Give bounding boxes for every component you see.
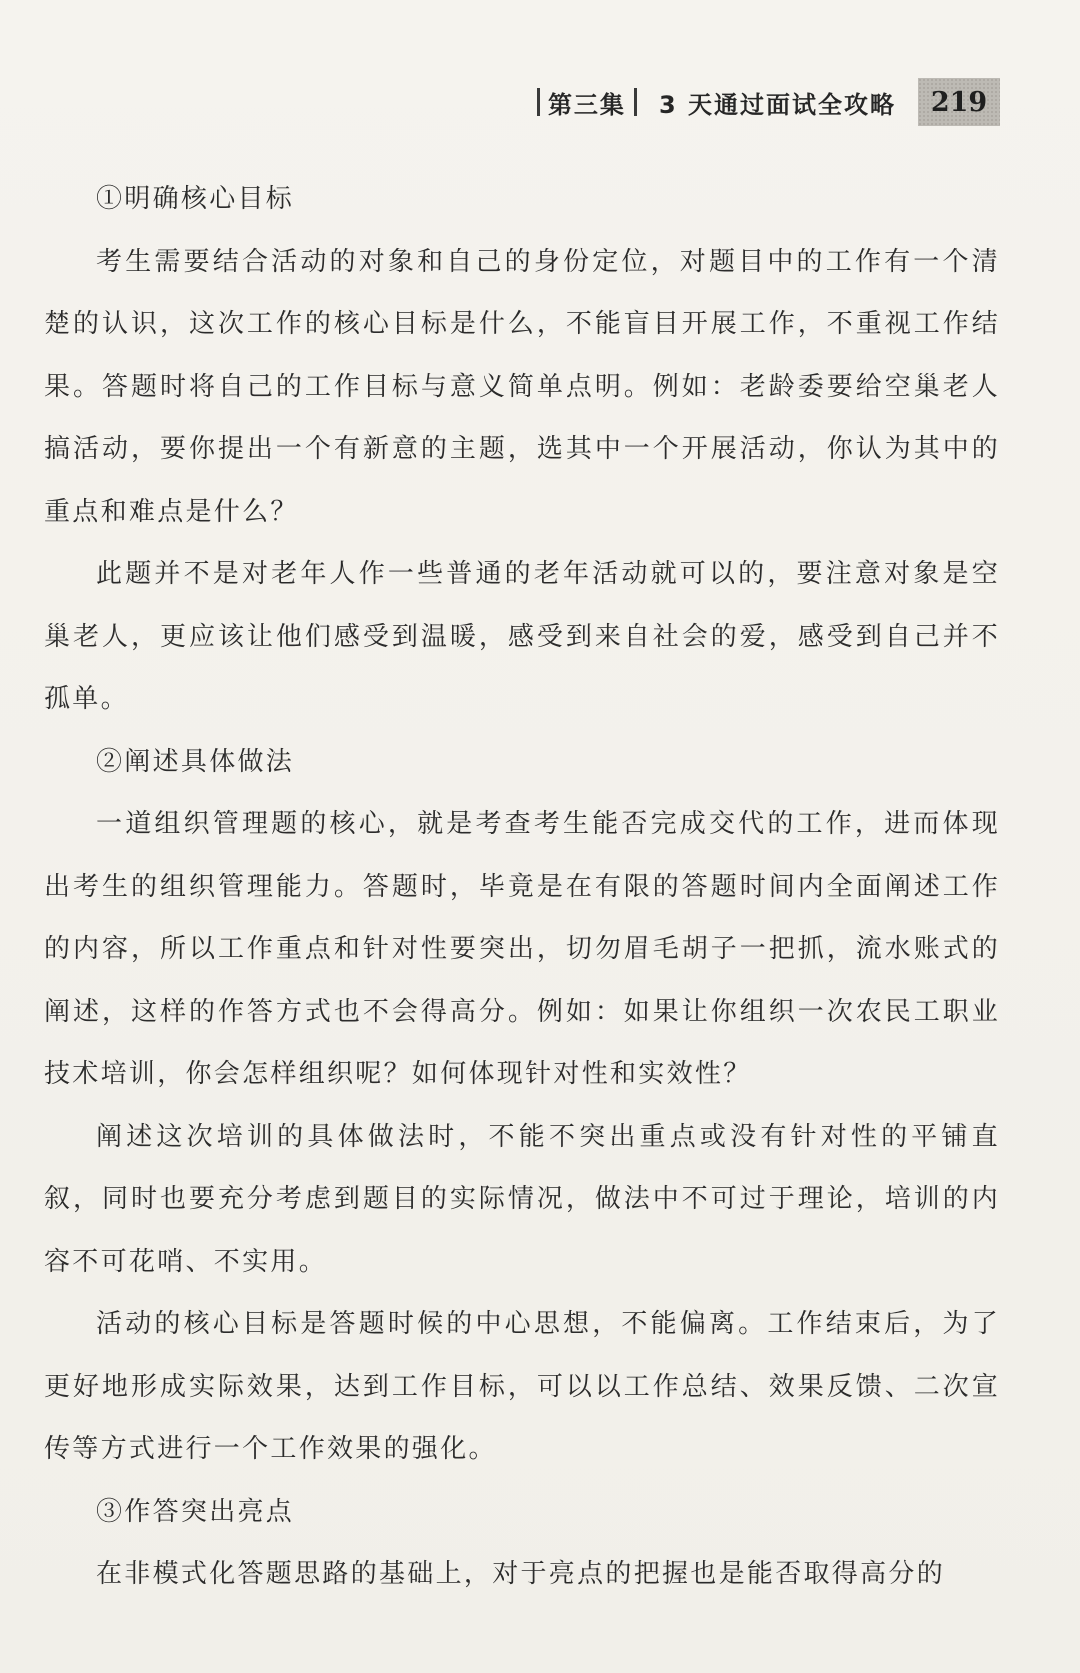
paragraph-6: 在非模式化答题思路的基础上，对于亮点的把握也是能否取得高分的 — [96, 1559, 946, 1589]
header-divider — [537, 88, 540, 116]
section-heading-3: ③作答突出亮点 — [96, 1496, 295, 1527]
header-divider — [634, 88, 637, 116]
paragraph-4: 阐述这次培训的具体做法时，不能不突出重点或没有针对性的平铺直叙，同时也要充分考虑到题目的实际情况，做法中不可过于理论，培训的内容不可花哨、不实用。 — [44, 1121, 1000, 1277]
paragraph-5: 活动的核心目标是答题时候的中心思想，不能偏离。工作结束后，为了更好地形成实际效果，达到工作目标，可以以工作总结、效果反馈、二次宣传等方式进行一个工作效果的强化。 — [44, 1309, 1000, 1464]
page-number-box — [918, 78, 1000, 126]
book-title: 3 天通过面试全攻略 — [658, 90, 896, 119]
running-header — [529, 78, 1000, 126]
page-number: 219 — [930, 86, 988, 118]
paragraph-2: 此题并不是对老年人作一些普通的老年活动就可以的，要注意对象是空巢老人，更应该让他们感受到温暖，感受到来自社会的爱，感受到自己并不孤单。 — [44, 559, 1000, 714]
paragraph-1: 考生需要结合活动的对象和自己的身份定位，对题目中的工作有一个清楚的认识，这次工作的核心目标是什么，不能盲目开展工作，不重视工作结果。答题时将自己的工作目标与意义简单点明。例如：老龄委要给空巢老人搞活动，要你提出一个有新意的主题，选其中一个开展活动，你认为其中的重点和难点是什么？ — [44, 246, 1000, 527]
section-heading-2: ②阐述具体做法 — [96, 746, 295, 777]
chapter-label: 第三集 — [547, 90, 626, 119]
section-heading-1: ①明确核心目标 — [96, 184, 295, 214]
page-body — [44, 168, 1000, 1606]
paragraph-3: 一道组织管理题的核心，就是考查考生能否完成交代的工作，进而体现出考生的组织管理能力。答题时，毕竟是在有限的答题时间内全面阐述工作的内容，所以工作重点和针对性要突出，切勿眉毛胡子一把抓，流水账式的阐述，这样的作答方式也不会得高分。例如：如果让你组织一次农民工职业技术培训，你会怎样组织呢？如何体现针对性和实效性？ — [44, 809, 1000, 1089]
